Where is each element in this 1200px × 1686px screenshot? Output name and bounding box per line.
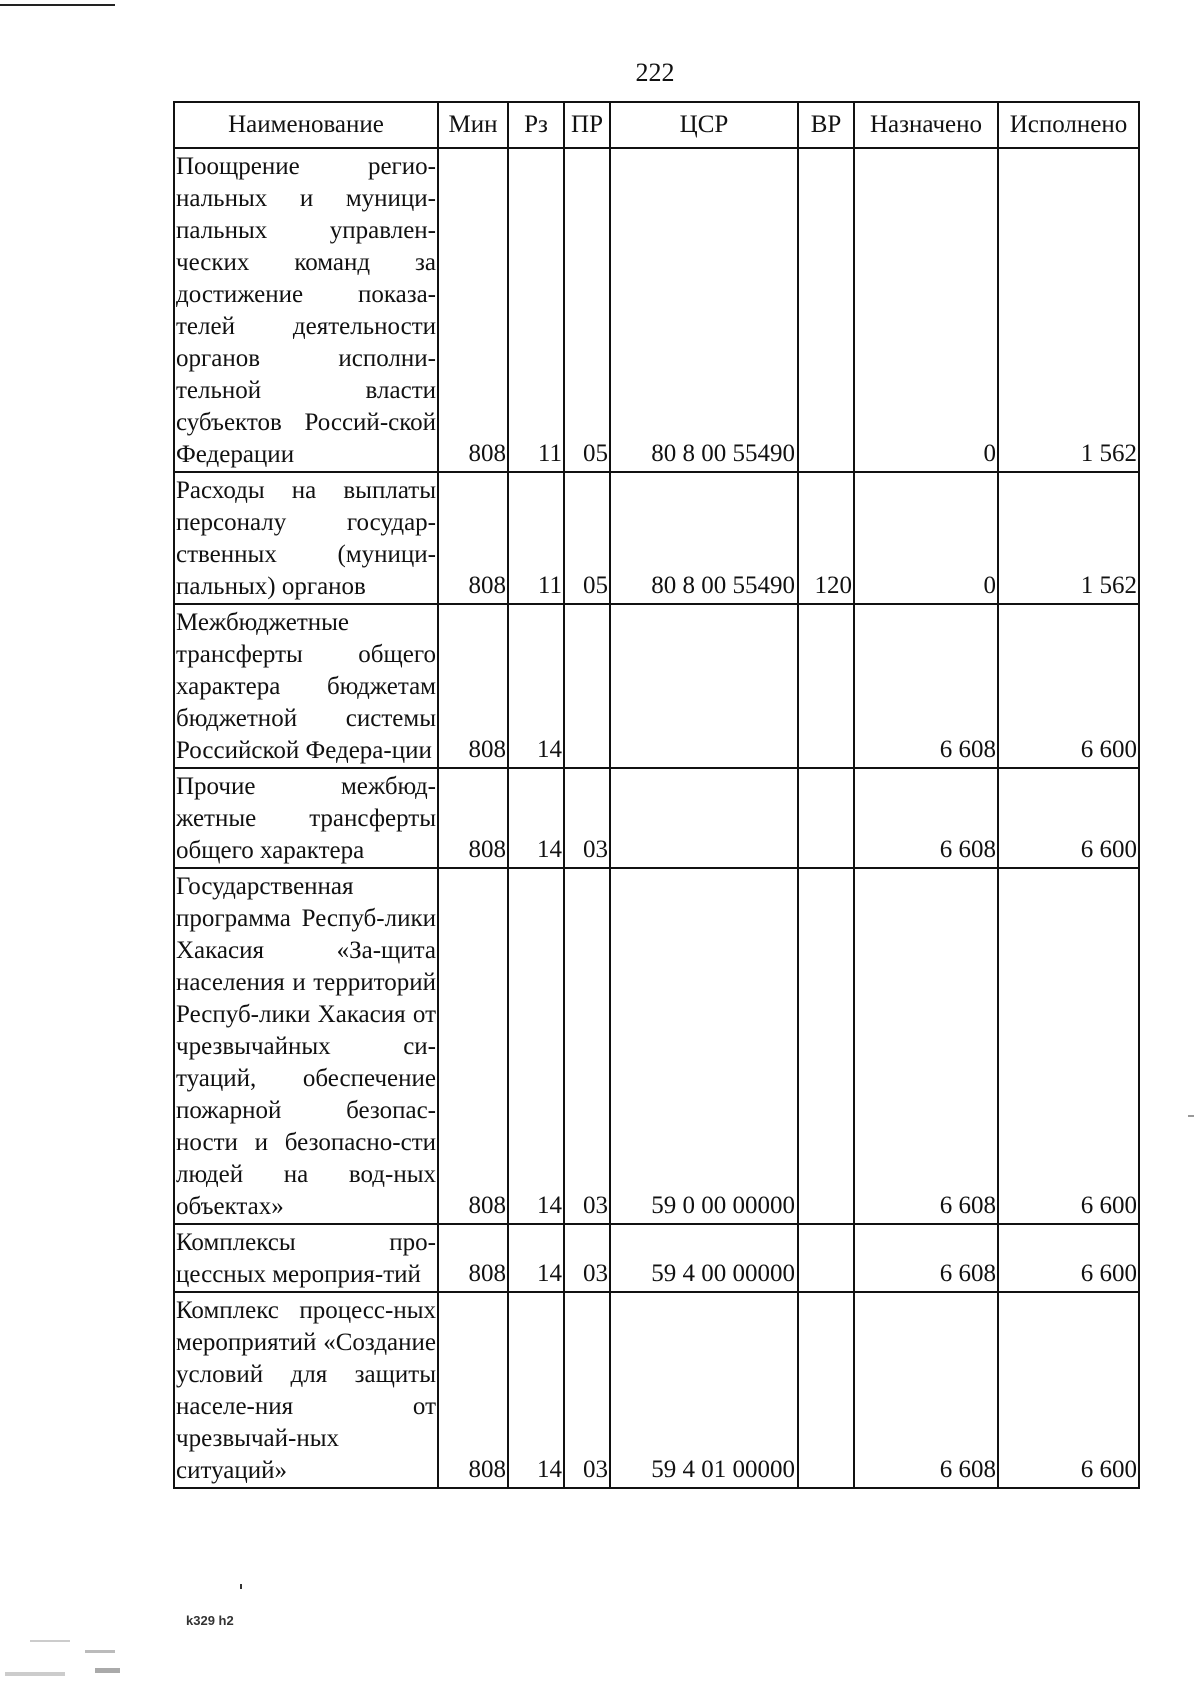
row-executed: 6 600 bbox=[998, 1292, 1139, 1488]
row-name: Комплексы про-цессных мероприя-тий bbox=[174, 1224, 438, 1292]
scan-speck bbox=[85, 1650, 115, 1653]
row-min: 808 bbox=[438, 604, 508, 768]
row-vr bbox=[798, 1224, 854, 1292]
row-min: 808 bbox=[438, 1292, 508, 1488]
row-executed: 1 562 bbox=[998, 472, 1139, 604]
table-row bbox=[174, 868, 1139, 1224]
row-vr bbox=[798, 1292, 854, 1488]
row-min: 808 bbox=[438, 1224, 508, 1292]
row-name: Поощрение регио-нальных и муници-пальных управлен-ческих команд за достижение показа-телей деятельности органов исполни-тельной власти субъектов Россий-ской Федерации bbox=[174, 148, 438, 472]
row-pr: 03 bbox=[564, 1224, 610, 1292]
row-assigned: 6 608 bbox=[854, 868, 998, 1224]
table-row bbox=[174, 604, 1139, 768]
table-row bbox=[174, 472, 1139, 604]
row-name: Прочие межбюд-жетные трансферты общего характера bbox=[174, 768, 438, 868]
row-rz: 14 bbox=[508, 768, 564, 868]
row-pr: 03 bbox=[564, 1292, 610, 1488]
row-pr: 03 bbox=[564, 868, 610, 1224]
row-name: Расходы на выплаты персоналу государ-ственных (муници-пальных) органов bbox=[174, 472, 438, 604]
row-rz: 11 bbox=[508, 472, 564, 604]
row-name: Государственная программа Респуб-лики Хакасия «За-щита населения и территорий Респуб-лики Хакасия от чрезвычайных си-туаций, обеспечение пожарной безопас-ности и безопасно-сти людей на вод-ных объектах» bbox=[174, 868, 438, 1224]
header-csr: ЦСР bbox=[610, 102, 798, 148]
scan-speck bbox=[5, 1672, 65, 1676]
row-min: 808 bbox=[438, 472, 508, 604]
row-pr: 05 bbox=[564, 472, 610, 604]
row-min: 808 bbox=[438, 868, 508, 1224]
row-assigned: 6 608 bbox=[854, 604, 998, 768]
scan-speck bbox=[240, 1584, 242, 1589]
row-csr: 59 4 01 00000 bbox=[610, 1292, 798, 1488]
row-vr bbox=[798, 604, 854, 768]
row-executed: 6 600 bbox=[998, 868, 1139, 1224]
scan-edge-line bbox=[0, 4, 115, 6]
scan-speck bbox=[30, 1640, 70, 1642]
header-name: Наименование bbox=[174, 102, 438, 148]
row-vr bbox=[798, 868, 854, 1224]
row-csr bbox=[610, 604, 798, 768]
row-executed: 6 600 bbox=[998, 1224, 1139, 1292]
table-row bbox=[174, 148, 1139, 472]
row-vr: 120 bbox=[798, 472, 854, 604]
footer-code: k329 h2 bbox=[186, 1613, 234, 1628]
row-executed: 6 600 bbox=[998, 768, 1139, 868]
page-number: 222 bbox=[635, 58, 675, 87]
row-name: Комплекс процесс-ных мероприятий «Создание условий для защиты населе-ния от чрезвычай-ных ситуаций» bbox=[174, 1292, 438, 1488]
row-min: 808 bbox=[438, 768, 508, 868]
row-pr: 03 bbox=[564, 768, 610, 868]
row-csr bbox=[610, 768, 798, 868]
row-vr bbox=[798, 148, 854, 472]
row-assigned: 0 bbox=[854, 472, 998, 604]
header-min: Мин bbox=[438, 102, 508, 148]
header-rz: Рз bbox=[508, 102, 564, 148]
row-csr: 80 8 00 55490 bbox=[610, 472, 798, 604]
budget-table bbox=[173, 101, 1140, 1489]
row-assigned: 6 608 bbox=[854, 768, 998, 868]
row-pr bbox=[564, 604, 610, 768]
row-pr: 05 bbox=[564, 148, 610, 472]
row-executed: 1 562 bbox=[998, 148, 1139, 472]
header-vr: ВР bbox=[798, 102, 854, 148]
row-rz: 14 bbox=[508, 868, 564, 1224]
table-row bbox=[174, 1292, 1139, 1488]
row-vr bbox=[798, 768, 854, 868]
header-pr: ПР bbox=[564, 102, 610, 148]
table-row bbox=[174, 1224, 1139, 1292]
row-assigned: 6 608 bbox=[854, 1292, 998, 1488]
row-min: 808 bbox=[438, 148, 508, 472]
header-row bbox=[174, 102, 1139, 148]
table-row bbox=[174, 768, 1139, 868]
row-assigned: 6 608 bbox=[854, 1224, 998, 1292]
row-rz: 14 bbox=[508, 1224, 564, 1292]
row-assigned: 0 bbox=[854, 148, 998, 472]
row-csr: 59 4 00 00000 bbox=[610, 1224, 798, 1292]
row-rz: 14 bbox=[508, 1292, 564, 1488]
scan-speck bbox=[1188, 1115, 1194, 1117]
row-name: Межбюджетные трансферты общего характера бюджетам бюджетной системы Российской Федера-ции bbox=[174, 604, 438, 768]
header-assigned: Назначено bbox=[854, 102, 998, 148]
row-csr: 59 0 00 00000 bbox=[610, 868, 798, 1224]
row-executed: 6 600 bbox=[998, 604, 1139, 768]
row-rz: 14 bbox=[508, 604, 564, 768]
scan-speck bbox=[95, 1668, 120, 1673]
header-executed: Исполнено bbox=[998, 102, 1139, 148]
row-rz: 11 bbox=[508, 148, 564, 472]
row-csr: 80 8 00 55490 bbox=[610, 148, 798, 472]
